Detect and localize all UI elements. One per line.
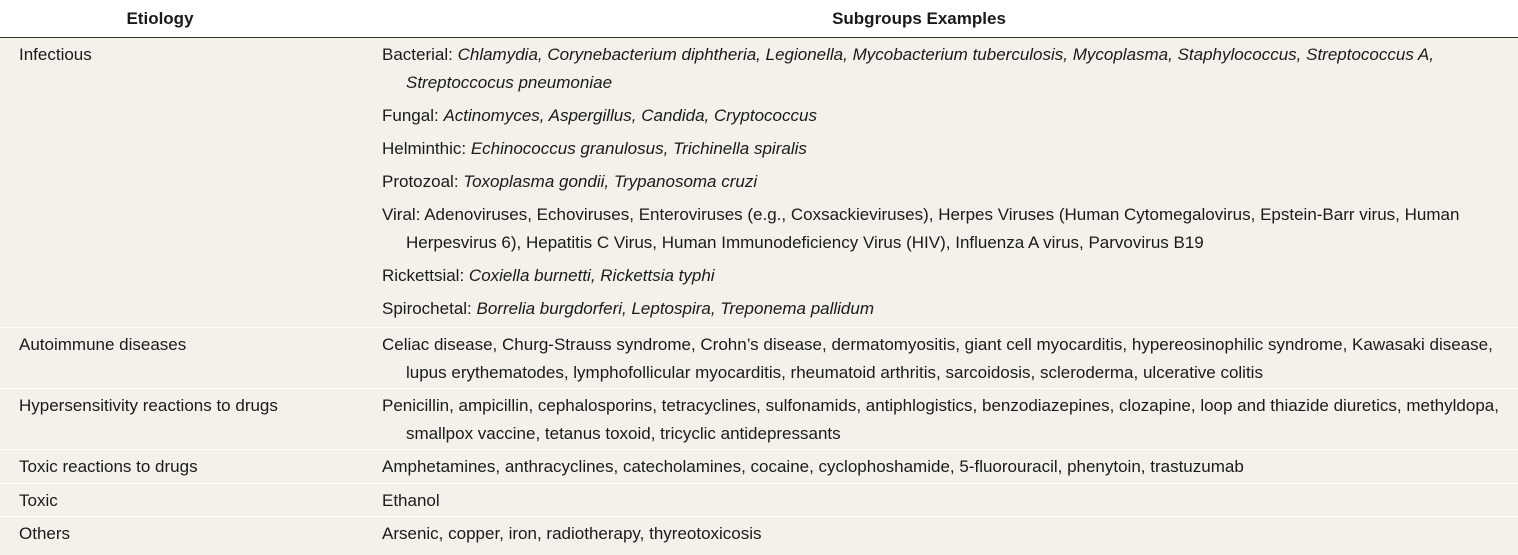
table-row-toxic (0, 484, 1518, 517)
subgroup-entry-fungal: Fungal: Actinomyces, Aspergillus, Candida, Cryptococcus (382, 106, 817, 125)
subgroup-text: Arsenic, copper, iron, radiotherapy, thyreotoxicosis (382, 524, 762, 543)
table-row-toxic-reactions (0, 450, 1518, 484)
etiology-cell: Hypersensitivity reactions to drugs (19, 396, 278, 415)
subgroup-entry-rickettsial: Rickettsial: Coxiella burnetti, Rickettsia typhi (382, 266, 715, 285)
etiology-cell: Infectious (19, 45, 92, 64)
subgroup-entry-spirochetal: Spirochetal: Borrelia burgdorferi, Leptospira, Treponema pallidum (382, 299, 874, 318)
table-row-others (0, 517, 1518, 555)
subgroup-entry-protozoal: Protozoal: Toxoplasma gondii, Trypanosoma cruzi (382, 172, 758, 191)
subgroups-cell (382, 389, 1518, 449)
subgroups-cell (382, 517, 1518, 555)
subgroup-entry-viral: Viral: Adenoviruses, Echoviruses, Enteroviruses (e.g., Coxsackieviruses), Herpes Viruses (Human Cytomegalovirus, Epstein-Barr virus, Human Herpesvirus 6), Hepatitis C Virus, Human Immunodeficiency Virus (HIV), Influenza A virus, Parvovirus B19 (382, 205, 1460, 252)
header-subgroups-examples: Subgroups Examples (832, 8, 1006, 28)
subgroup-text: Ethanol (382, 491, 440, 510)
subgroup-text: Celiac disease, Churg-Strauss syndrome, Crohn’s disease, dermatomyositis, giant cell myocarditis, hypereosinophilic syndrome, Kawasaki disease, lupus erythematodes, lymphofollicular myocarditis, rheumatoid arthritis, sarcoidosis, scleroderma, ulcerative colitis (382, 335, 1493, 382)
subgroup-text: Amphetamines, anthracyclines, catecholamines, cocaine, cyclophoshamide, 5-fluorouracil, phenytoin, trastuzumab (382, 457, 1244, 476)
subgroups-cell (382, 484, 1518, 516)
table-row-hypersensitivity (0, 389, 1518, 450)
etiology-cell: Toxic reactions to drugs (19, 457, 198, 476)
subgroups-cell (382, 450, 1518, 483)
subgroup-entry-bacterial: Bacterial: Chlamydia, Corynebacterium diphtheria, Legionella, Mycobacterium tuberculosis, Mycoplasma, Staphylococcus, Streptococcus A, Streptoccocus pneumoniae (382, 45, 1434, 92)
table-row-infectious (0, 38, 1518, 328)
subgroups-cell (382, 38, 1518, 327)
subgroup-entry-helminthic: Helminthic: Echinococcus granulosus, Trichinella spiralis (382, 139, 807, 158)
table-row-autoimmune (0, 328, 1518, 389)
subgroup-text: Penicillin, ampicillin, cephalosporins, tetracyclines, sulfonamids, antiphlogistics, benzodiazepines, clozapine, loop and thiazide diuretics, methyldopa, smallpox vaccine, tetanus toxoid, tricyclic antidepressants (382, 396, 1499, 443)
table-header (0, 0, 1518, 38)
etiology-cell: Autoimmune diseases (19, 335, 187, 354)
etiology-cell: Toxic (19, 491, 58, 510)
subgroups-cell (382, 328, 1518, 388)
header-etiology: Etiology (126, 8, 194, 28)
etiology-cell: Others (19, 524, 71, 543)
